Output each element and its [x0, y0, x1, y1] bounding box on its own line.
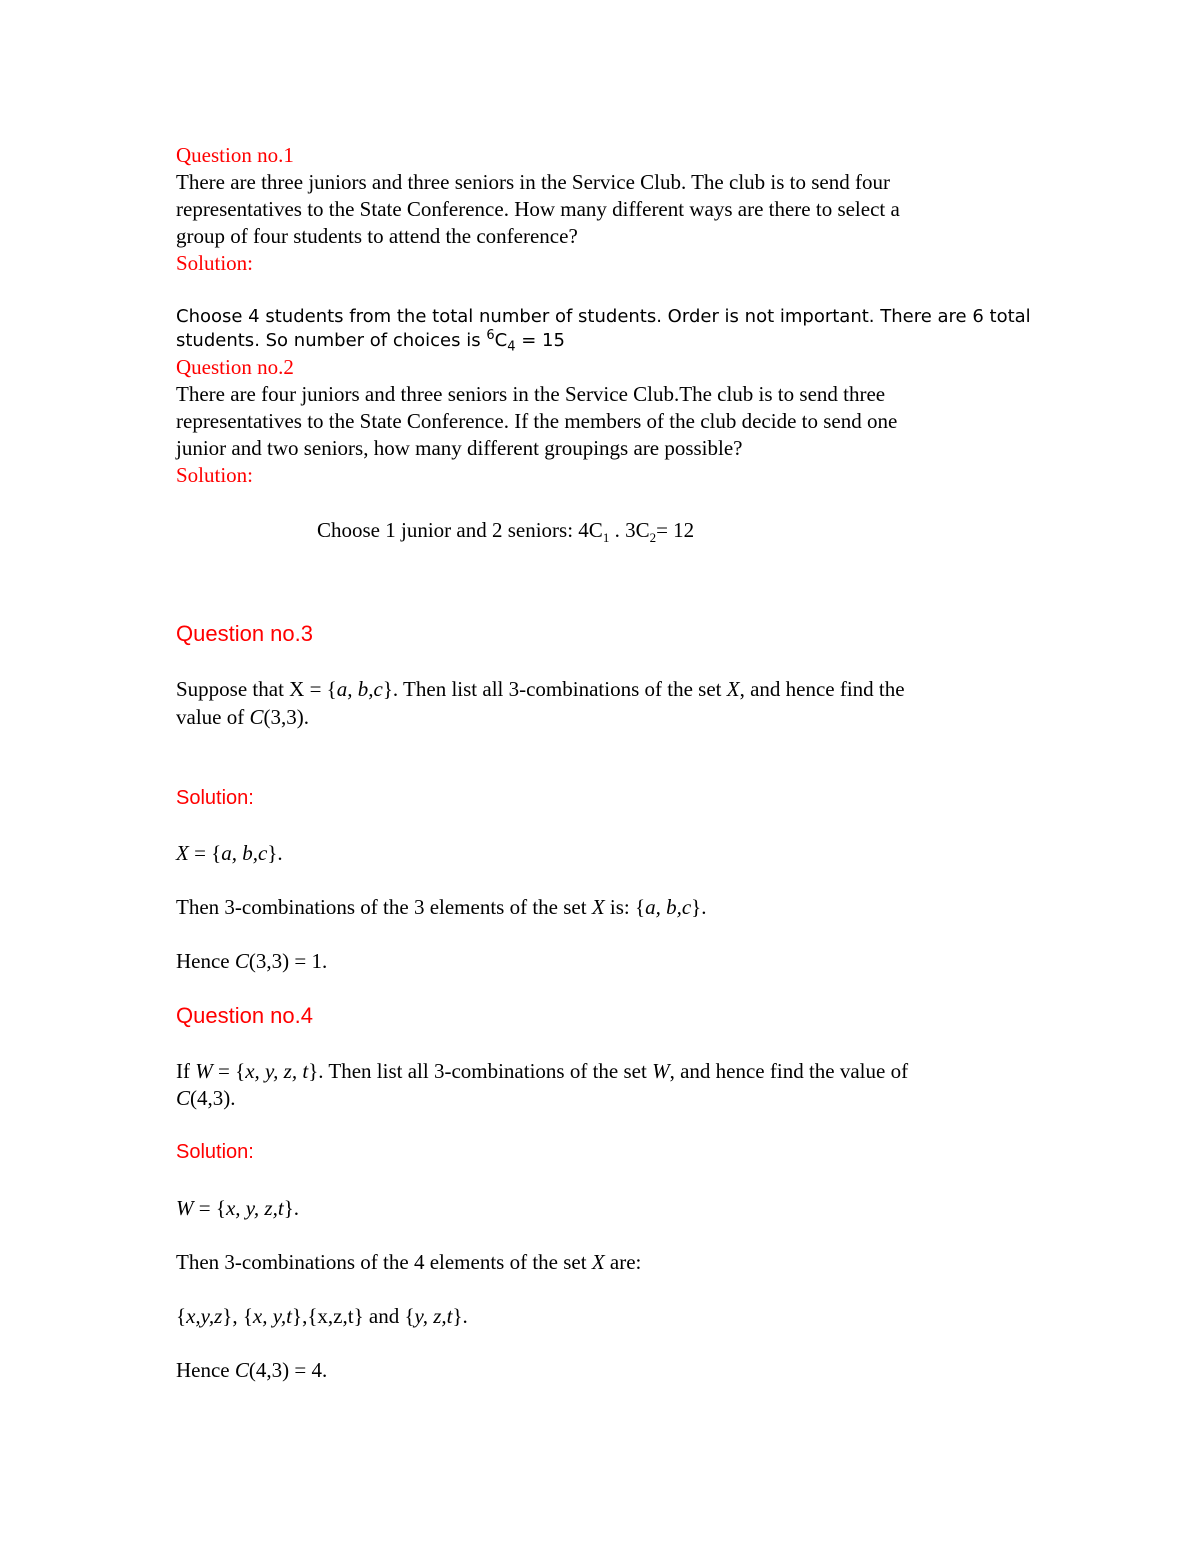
q4-s2-a: Then 3-combinations of the 4 elements of the set	[176, 1250, 592, 1274]
q4-s3-f: y, z,t	[414, 1304, 453, 1328]
q3-text-line-2	[176, 704, 309, 731]
q3-text-b: a, b,c	[336, 677, 383, 701]
q4-text-b: W	[195, 1059, 213, 1083]
q1-solution-prefix: students. So number of choices is	[176, 330, 487, 351]
q1-c-symbol: C	[494, 330, 508, 351]
q3-s1-d: }.	[267, 841, 283, 865]
q3-text-line-1	[176, 676, 905, 703]
q2-heading: Question no.2	[176, 355, 294, 379]
q1-result: = 15	[515, 330, 565, 351]
q1-r-subscript: 4	[507, 339, 516, 355]
q1-solution-line-1: Choose 4 students from the total number of students. Order is not important. There are 6 total	[176, 306, 1031, 327]
q3-s2-a: Then 3-combinations of the 3 elements of the set	[176, 895, 592, 919]
q2-answer-mid: . 3C	[609, 518, 650, 542]
q1-text-line-1: There are three juniors and three seniors in the Service Club. The club is to send four	[176, 170, 890, 194]
q1-heading: Question no.1	[176, 143, 294, 167]
q3-text-d: X	[726, 677, 740, 701]
q3-s2-d: a, b,c	[645, 895, 692, 919]
q3-text-a: Suppose that X = {	[176, 677, 337, 701]
q4-text-f: W	[652, 1059, 670, 1083]
q3-s1-a: X	[176, 841, 189, 865]
q4-text-a: If	[176, 1059, 196, 1083]
q4-s2-c: are:	[604, 1250, 642, 1274]
q3-s1-c: a, b,c	[221, 841, 268, 865]
q3-text-h: (3,3).	[263, 705, 309, 729]
q4-s3-d: x, y,t	[252, 1304, 292, 1328]
q2-solution-label: Solution:	[176, 463, 254, 487]
q3-s1-b: = {	[188, 841, 222, 865]
q4-s1-d: }.	[283, 1196, 300, 1220]
q4-s3-e: },{x,z,t} and {	[292, 1304, 415, 1328]
q3-text-f: value of	[176, 705, 250, 729]
q2-answer	[317, 517, 694, 544]
q2-answer-end: = 12	[656, 518, 695, 542]
q4-s3-c: }, {	[222, 1304, 253, 1328]
q3-solution-line-3	[176, 948, 327, 975]
q4-text-line-1	[176, 1058, 908, 1085]
q3-s3-b: C	[234, 949, 249, 973]
q4-s3-g: }.	[452, 1304, 468, 1328]
q3-s2-c: is: {	[604, 895, 646, 919]
q4-s3-b: x,y,z	[186, 1304, 223, 1328]
q3-s3-a: Hence	[176, 949, 235, 973]
q1-solution-label: Solution:	[176, 251, 254, 275]
q4-solution-line-4	[176, 1357, 327, 1384]
q1-text-line-2: representatives to the State Conference. How many different ways are there to select a	[176, 197, 900, 221]
q4-s1-c: x, y, z,t	[225, 1196, 284, 1220]
q4-s4-b: C	[234, 1358, 249, 1382]
q4-text-h: C	[176, 1086, 191, 1110]
q4-s2-b: X	[591, 1250, 605, 1274]
q4-text-d: x, y, z, t	[245, 1059, 309, 1083]
q3-solution-line-2	[176, 894, 706, 921]
q2-sub-2: 2	[649, 530, 657, 546]
q4-s4-a: Hence	[176, 1358, 235, 1382]
q4-s1-a: W	[176, 1196, 194, 1220]
q4-text-g: , and hence find the value of	[669, 1059, 909, 1083]
q4-text-i: (4,3).	[190, 1086, 236, 1110]
q4-s3-a: {	[176, 1304, 187, 1328]
q1-text-line-3: group of four students to attend the conference?	[176, 224, 578, 248]
q2-answer-prefix: Choose 1 junior and 2 seniors: 4C	[317, 518, 603, 542]
q4-solution-label: Solution:	[176, 1141, 254, 1163]
q3-text-c: }. Then list all 3-combinations of the set	[382, 677, 727, 701]
q3-s3-c: (3,3) = 1.	[248, 949, 328, 973]
q3-s2-b: X	[591, 895, 605, 919]
q4-heading: Question no.4	[176, 1003, 313, 1028]
q4-text-line-2	[176, 1085, 236, 1112]
q4-text-c: = {	[212, 1059, 246, 1083]
q3-heading: Question no.3	[176, 621, 313, 646]
q2-text-line-2: representatives to the State Conference. If the members of the club decide to send one	[176, 409, 898, 433]
q3-solution-line-1	[176, 840, 283, 867]
q2-text-line-3: junior and two seniors, how many different groupings are possible?	[176, 436, 743, 460]
q4-s4-c: (4,3) = 4.	[248, 1358, 328, 1382]
q4-solution-line-3	[176, 1303, 468, 1330]
q3-text-e: , and hence find the	[739, 677, 905, 701]
q1-n-superscript: 6	[486, 328, 495, 343]
q1-solution-line-2	[176, 329, 565, 353]
q4-text-e: }. Then list all 3-combinations of the set	[308, 1059, 653, 1083]
q4-solution-line-2	[176, 1249, 641, 1276]
q3-s2-e: }.	[691, 895, 707, 919]
q3-text-g: C	[249, 705, 264, 729]
q2-text-line-1: There are four juniors and three seniors in the Service Club.The club is to send three	[176, 382, 886, 406]
q2-sub-1: 1	[602, 530, 610, 546]
q3-solution-label: Solution:	[176, 787, 254, 809]
q4-s1-b: = {	[193, 1196, 226, 1220]
q4-solution-line-1	[176, 1195, 299, 1222]
